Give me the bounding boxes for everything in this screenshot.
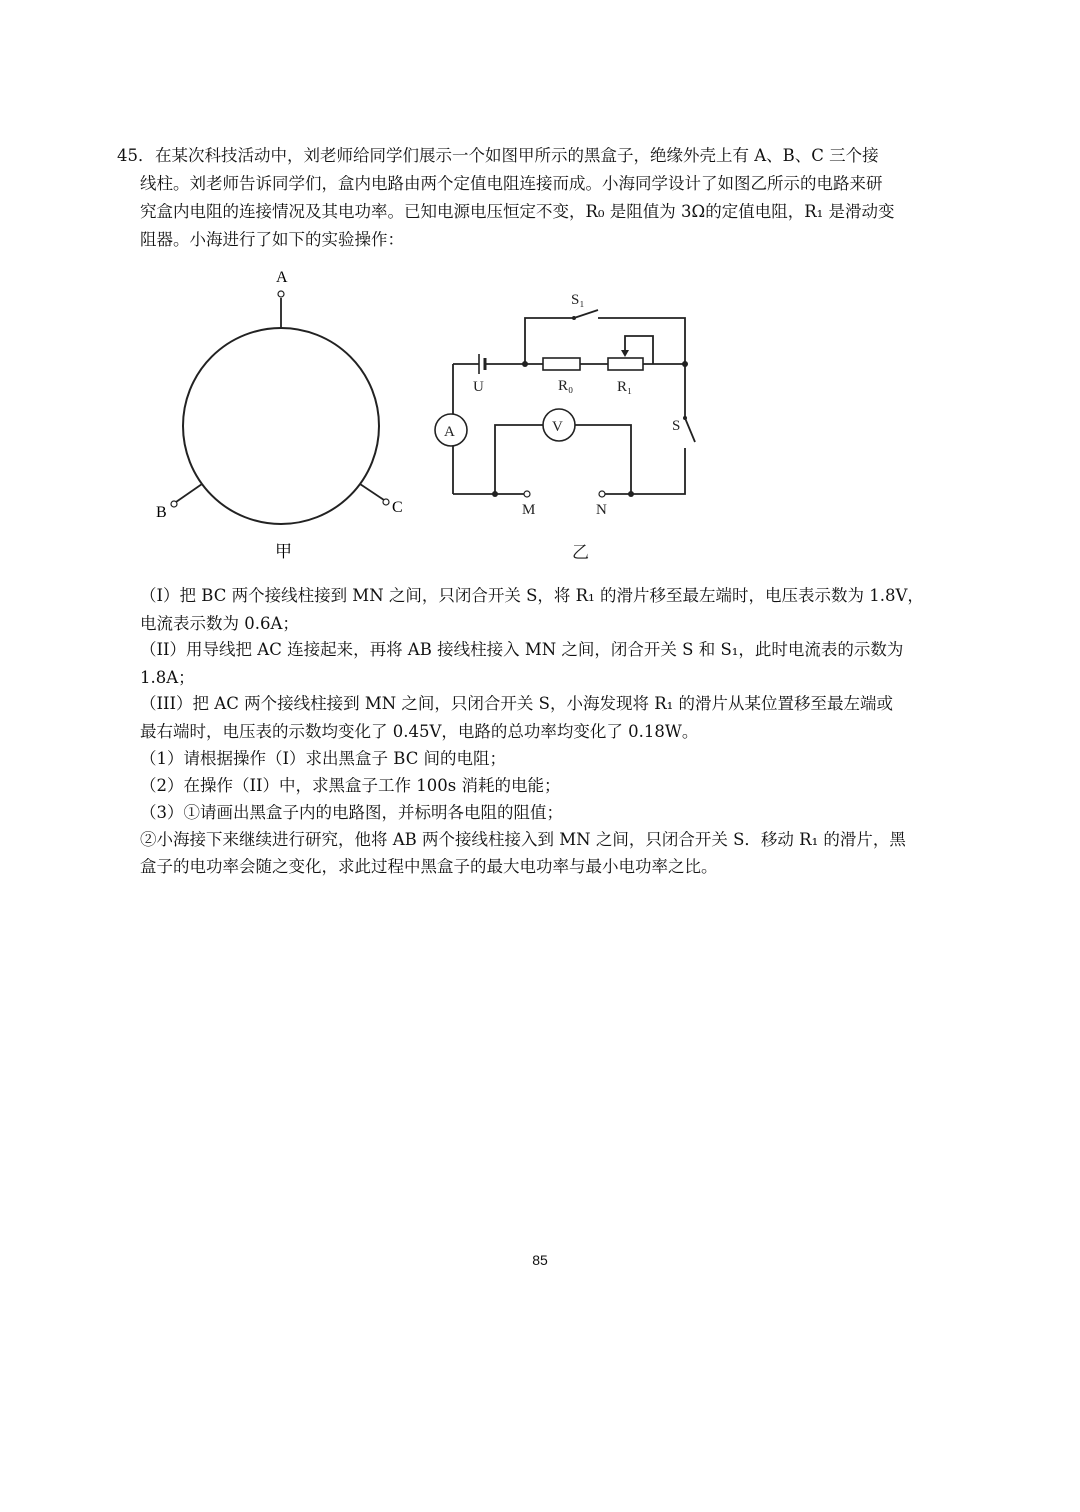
page-number: 85 [532,1252,548,1268]
caption-jia: 甲 [275,542,292,561]
op-line-2: 电流表示数为 0.6A； [140,614,299,633]
figure-jia-black-box [156,269,403,561]
label-u: U [473,379,484,395]
label-voltmeter: V [552,419,563,435]
question-number: 45． [117,146,155,165]
stem-line-1: 在某次科技活动中，刘老师给同学们展示一个如图甲所示的黑盒子，绝缘外壳上有 A、B、C 三个接 [155,146,879,165]
label-b: B [156,504,167,521]
subq-2: （2）在操作（II）中，求黑盒子工作 100s 消耗的电能； [140,776,561,795]
stem-line-3: 究盒内电阻的连接情况及其电功率。已知电源电压恒定不变，R₀ 是阻值为 3Ω的定值电阻，R₁ 是滑动变 [140,202,895,221]
op-line-1: （I）把 BC 两个接线柱接到 MN 之间，只闭合开关 S，将 R₁ 的滑片移至最左端时，电压表示数为 1.8V， [140,586,924,605]
label-r1: R₁ [617,379,633,395]
subq-3-part-2-line-1: ②小海接下来继续进行研究，他将 AB 两个接线柱接入到 MN 之间，只闭合开关 S．移动 R₁ 的滑片，黑 [140,830,906,849]
caption-yi: 乙 [572,543,589,562]
circuit-figures [140,258,760,578]
figure-yi-circuit [435,310,695,497]
terminal-b-icon [171,501,177,507]
terminal-c-icon [383,499,389,505]
terminal-n-icon [599,491,605,497]
stem-line-4: 阻器。小海进行了如下的实验操作： [140,230,404,249]
switch-s-icon [685,418,695,442]
subq-1: （1）请根据操作（I）求出黑盒子 BC 间的电阻； [140,749,507,768]
label-ammeter: A [444,424,455,440]
op-line-3: （II）用导线把 AC 连接起来，再将 AB 接线柱接入 MN 之间，闭合开关 S 和 S₁，此时电流表的示数为 [140,640,904,659]
resistor-r0-icon [543,358,580,370]
label-a: A [276,269,288,286]
terminal-a-icon [278,291,284,297]
subq-3-part-2-line-2: 盒子的电功率会随之变化，求此过程中黑盒子的最大电功率与最小电功率之比。 [140,857,718,876]
label-r0: R₀ [558,378,574,394]
label-c: C [392,499,403,516]
label-s1: S₁ [571,292,585,308]
label-s: S [672,418,681,434]
terminal-m-icon [524,491,530,497]
rheostat-r1-icon [608,358,643,370]
switch-s1-icon [574,310,598,318]
op-line-5: （III）把 AC 两个接线柱接到 MN 之间，只闭合开关 S，小海发现将 R₁ 的滑片从某位置移至最左端或 [140,694,893,713]
op-line-6: 最右端时，电压表的示数均变化了 0.45V，电路的总功率均变化了 0.18W。 [140,722,699,741]
label-n: N [596,502,607,518]
label-m: M [522,502,536,518]
stem-line-2: 线柱。刘老师告诉同学们，盒内电路由两个定值电阻连接而成。小海同学设计了如图乙所示的电路来研 [140,174,883,193]
op-line-4: 1.8A； [140,668,195,687]
subq-3-part-1: （3）①请画出黑盒子内的电路图，并标明各电阻的阻值； [140,803,563,822]
